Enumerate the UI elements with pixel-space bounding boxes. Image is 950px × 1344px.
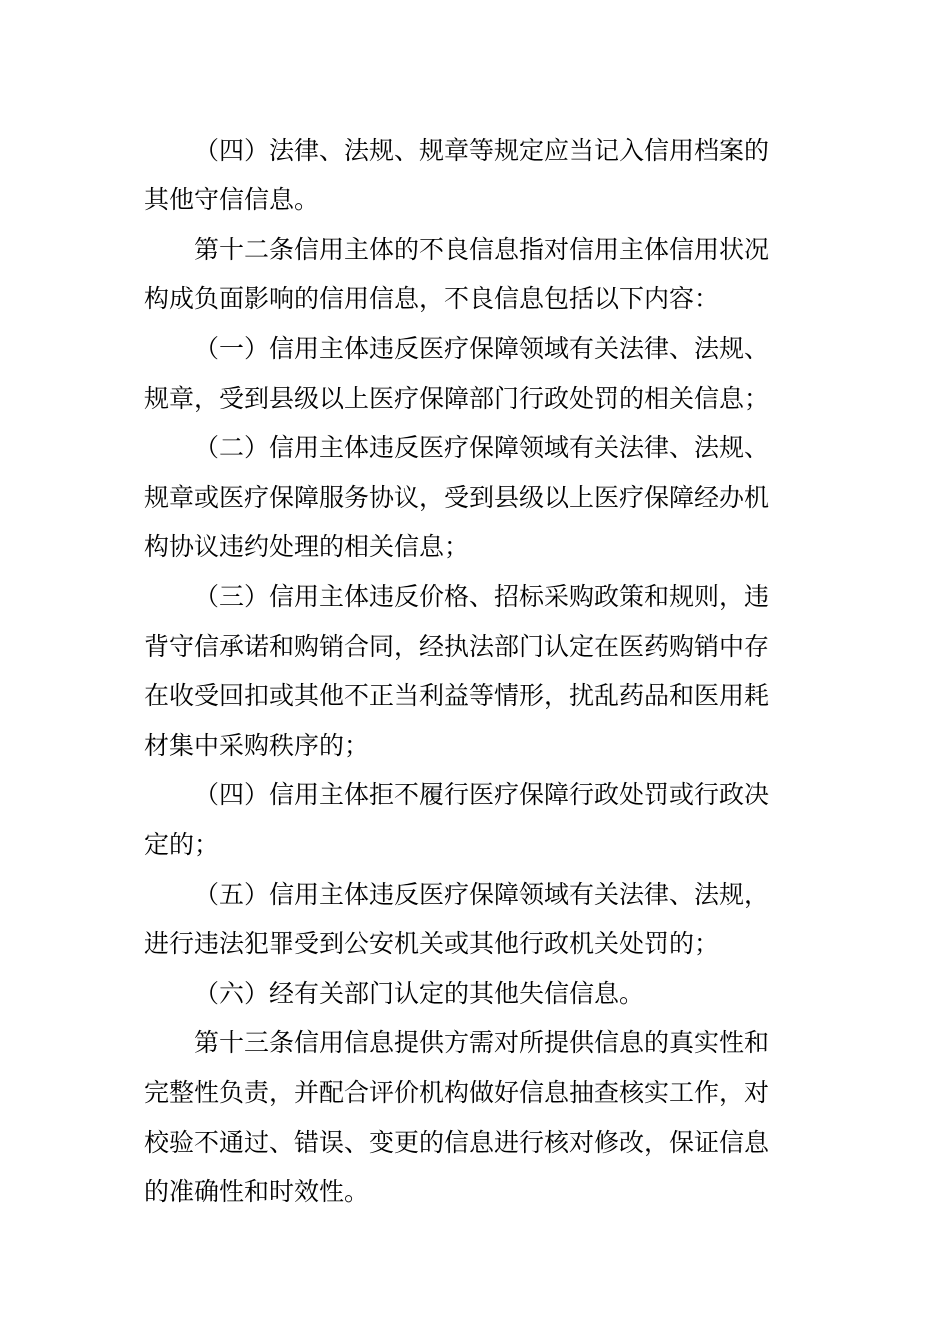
text-line: 构协议违约处理的相关信息； <box>144 532 470 561</box>
text-line: 背守信承诺和购销合同，经执法部门认定在医药购销中存 <box>144 632 770 661</box>
text-line: 定的； <box>144 830 220 859</box>
text-line: 第十二条信用主体的不良信息指对信用主体信用状况 <box>194 235 770 264</box>
text-line: 完整性负责，并配合评价机构做好信息抽查核实工作，对 <box>144 1078 770 1107</box>
text-line: （三）信用主体违反价格、招标采购政策和规则，违 <box>194 582 770 611</box>
text-line: 材集中采购秩序的； <box>144 731 370 760</box>
text-line: 进行违法犯罪受到公安机关或其他行政机关处罚的； <box>144 929 720 958</box>
text-line: 规章，受到县级以上医疗保障部门行政处罚的相关信息； <box>144 384 770 413</box>
text-line: （四）信用主体拒不履行医疗保障行政处罚或行政决 <box>194 780 770 809</box>
text-line: 校验不通过、错误、变更的信息进行核对修改，保证信息 <box>144 1128 770 1157</box>
text-line: 规章或医疗保障服务协议，受到县级以上医疗保障经办机 <box>144 483 770 512</box>
text-line: 第十三条信用信息提供方需对所提供信息的真实性和 <box>194 1028 770 1057</box>
text-line: （二）信用主体违反医疗保障领域有关法律、法规、 <box>194 433 770 462</box>
text-line: 在收受回扣或其他不正当利益等情形，扰乱药品和医用耗 <box>144 681 770 710</box>
text-line: 构成负面影响的信用信息，不良信息包括以下内容： <box>144 284 720 313</box>
text-line: （六）经有关部门认定的其他失信信息。 <box>194 979 645 1008</box>
text-line: 的准确性和时效性。 <box>144 1177 370 1206</box>
text-line: 其他守信信息。 <box>144 185 320 214</box>
text-line: （五）信用主体违反医疗保障领域有关法律、法规， <box>194 880 770 909</box>
text-line: （四）法律、法规、规章等规定应当记入信用档案的 <box>194 136 770 165</box>
text-line: （一）信用主体违反医疗保障领域有关法律、法规、 <box>194 334 770 363</box>
